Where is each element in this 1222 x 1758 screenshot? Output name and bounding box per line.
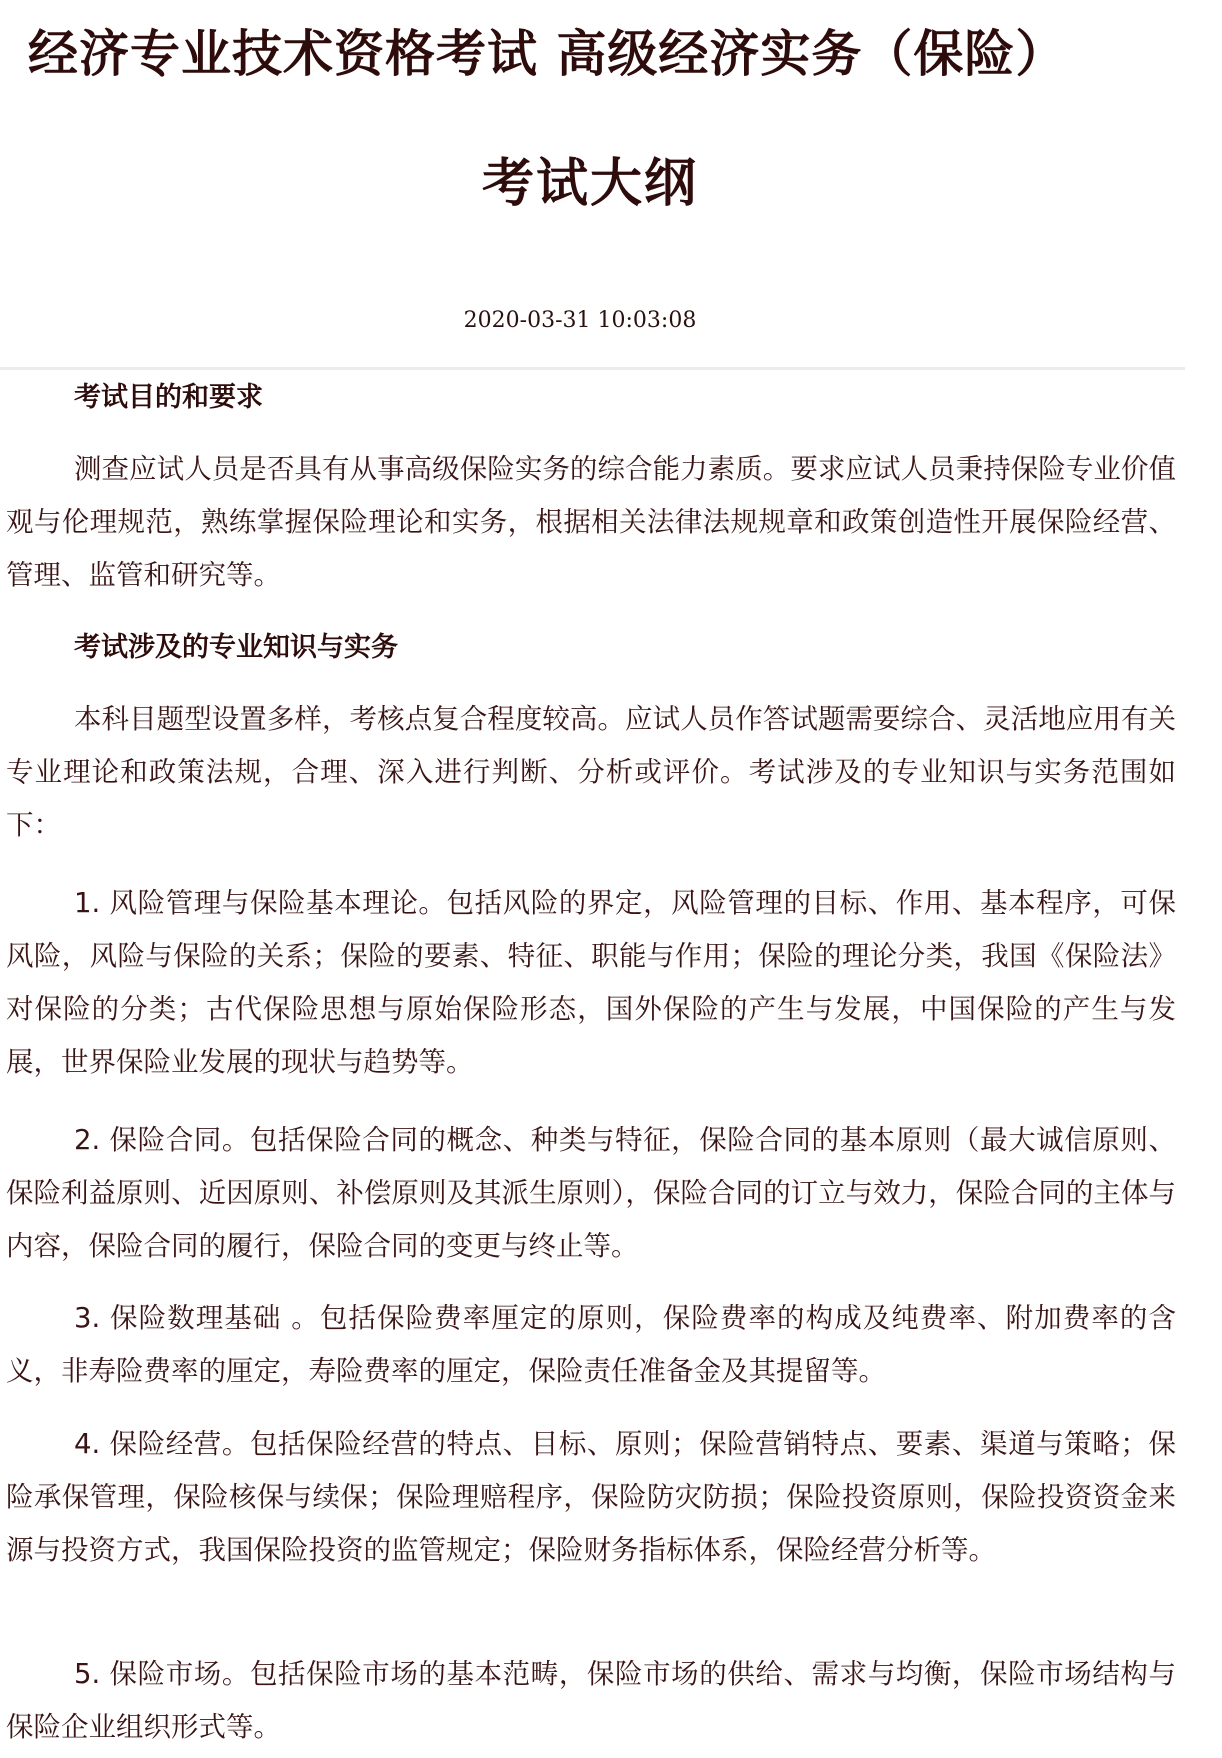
publish-date: 2020-03-31 10:03:08 bbox=[463, 308, 697, 333]
paragraph-purpose: 测查应试人员是否具有从事高级保险实务的综合能力素质。要求应试人员秉持保险专业价值观与伦理规范，熟练掌握保险理论和实务，根据相关法律法规规章和政策创造性开展保险经营、管理、监管和研究等。 bbox=[6, 453, 1176, 591]
list-item-1: 1. 风险管理与保险基本理论。包括风险的界定，风险管理的目标、作用、基本程序，可保风险，风险与保险的关系；保险的要素、特征、职能与作用；保险的理论分类，我国《保险法》对保险的分类；古代保险思想与原始保险形态，国外保险的产生与发展，中国保险的产生与发展，世界保险业发展的现状与趋势等。 bbox=[6, 887, 1176, 1078]
list-item-4: 4. 保险经营。包括保险经营的特点、目标、原则；保险营销特点、要素、渠道与策略；保险承保管理，保险核保与续保；保险理赔程序，保险防灾防损；保险投资原则，保险投资资金来源与投资方式，我国保险投资的监管规定；保险财务指标体系，保险经营分析等。 bbox=[6, 1428, 1176, 1566]
list-item-5: 5. 保险市场。包括保险市场的基本范畴，保险市场的供给、需求与均衡，保险市场结构与保险企业组织形式等。 bbox=[6, 1658, 1176, 1743]
list-item-3: 3. 保险数理基础 。包括保险费率厘定的原则，保险费率的构成及纯费率、附加费率的含义，非寿险费率的厘定，寿险费率的厘定，保险责任准备金及其提留等。 bbox=[6, 1302, 1176, 1387]
section-heading-purpose: 考试目的和要求 bbox=[74, 382, 263, 413]
document-subtitle: 考试大纲 bbox=[481, 154, 698, 214]
list-item-2: 2. 保险合同。包括保险合同的概念、种类与特征，保险合同的基本原则（最大诚信原则、保险利益原则、近因原则、补偿原则及其派生原则），保险合同的订立与效力，保险合同的主体与内容，保险合同的履行，保险合同的变更与终止等。 bbox=[6, 1124, 1176, 1262]
header-divider bbox=[0, 367, 1185, 370]
paragraph-knowledge: 本科目题型设置多样，考核点复合程度较高。应试人员作答试题需要综合、灵活地应用有关专业理论和政策法规，合理、深入进行判断、分析或评价。考试涉及的专业知识与实务范围如下： bbox=[6, 703, 1176, 841]
section-heading-knowledge: 考试涉及的专业知识与实务 bbox=[74, 632, 398, 663]
document-title: 经济专业技术资格考试 高级经济实务（保险） bbox=[28, 25, 1067, 83]
